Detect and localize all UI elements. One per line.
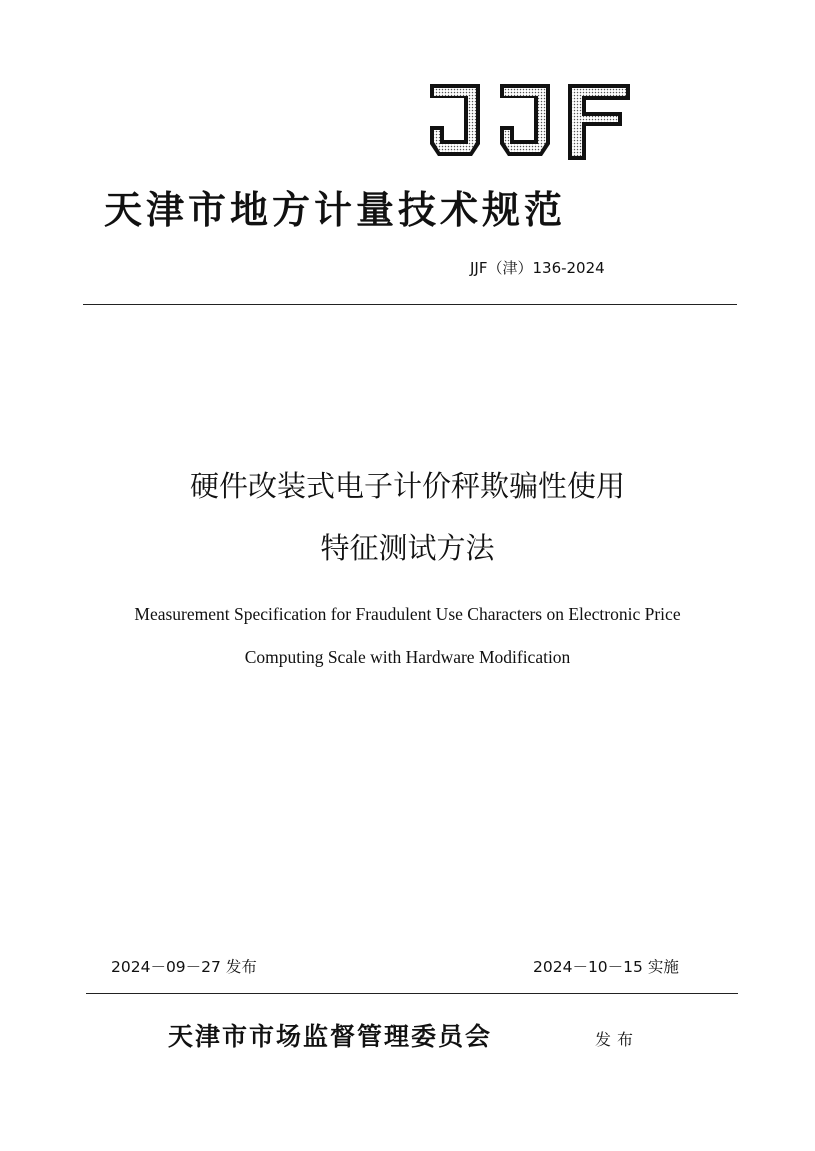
english-title-line-1: Measurement Specification for Fraudulent Use Characters on Electronic Price [134, 604, 681, 624]
standard-number: JJF（津）136-2024 [470, 259, 605, 277]
chinese-title-line-1: 硬件改装式电子计价秤欺骗性使用 [189, 469, 625, 503]
issuing-authority: 天津市市场监督管理委员会 [168, 1022, 493, 1051]
footer-divider [86, 993, 738, 994]
chinese-title-line-2: 特征测试方法 [320, 531, 495, 565]
issuing-authority-suffix: 发布 [595, 1030, 640, 1049]
jjf-logo [420, 76, 635, 166]
english-title-line-2: Computing Scale with Hardware Modification [244, 647, 571, 667]
implementation-date: 2024－10－15 实施 [533, 958, 679, 976]
logo-letter-f [568, 84, 630, 160]
logo-letter-j-first [430, 84, 480, 156]
logo-letter-j-second [500, 84, 550, 156]
regulation-category-title: 天津市地方计量技术规范 [104, 187, 567, 232]
issue-date: 2024－09－27 发布 [111, 958, 257, 976]
header-divider [83, 304, 737, 305]
